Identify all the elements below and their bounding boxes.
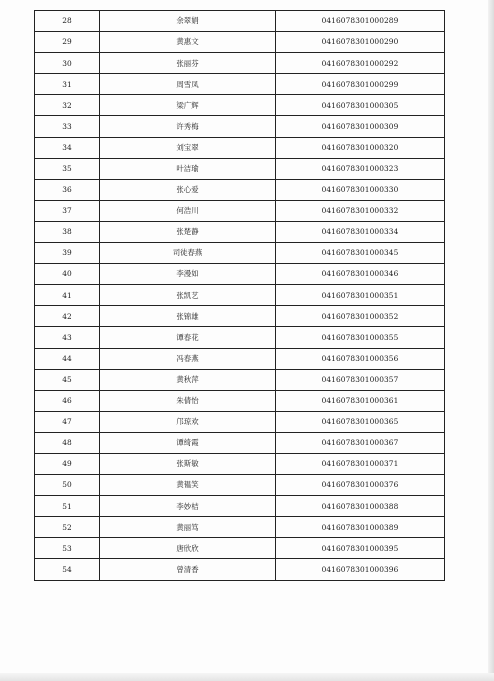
table-row <box>35 306 445 327</box>
id-number-cell: 0416078301000355 <box>276 327 445 348</box>
name-cell: 邝琼欢 <box>100 411 276 432</box>
table-row <box>35 221 445 242</box>
row-number-cell: 47 <box>35 411 100 432</box>
roster-table-body <box>35 11 445 581</box>
name-cell: 黄丽笃 <box>100 517 276 538</box>
name-cell: 冯春燕 <box>100 348 276 369</box>
table-row <box>35 137 445 158</box>
id-number-cell: 0416078301000388 <box>276 496 445 517</box>
row-number-cell: 32 <box>35 95 100 116</box>
name-cell: 唐欣欣 <box>100 538 276 559</box>
id-number-cell: 0416078301000290 <box>276 32 445 53</box>
row-number-cell: 54 <box>35 559 100 580</box>
row-number-cell: 50 <box>35 475 100 496</box>
id-number-cell: 0416078301000323 <box>276 158 445 179</box>
table-row <box>35 559 445 580</box>
table-row <box>35 285 445 306</box>
page-right-edge <box>488 0 494 681</box>
table-row <box>35 517 445 538</box>
row-number-cell: 29 <box>35 32 100 53</box>
id-number-cell: 0416078301000367 <box>276 432 445 453</box>
table-row <box>35 453 445 474</box>
id-number-cell: 0416078301000352 <box>276 306 445 327</box>
table-row <box>35 179 445 200</box>
page-bottom-edge <box>0 673 494 681</box>
name-cell: 朱倩怡 <box>100 390 276 411</box>
table-row <box>35 264 445 285</box>
table-row <box>35 243 445 264</box>
table-row <box>35 32 445 53</box>
table-row <box>35 74 445 95</box>
name-cell: 曾清香 <box>100 559 276 580</box>
table-row <box>35 475 445 496</box>
id-number-cell: 0416078301000361 <box>276 390 445 411</box>
table-row <box>35 200 445 221</box>
name-cell: 张楚静 <box>100 221 276 242</box>
row-number-cell: 40 <box>35 264 100 285</box>
name-cell: 张锦雄 <box>100 306 276 327</box>
row-number-cell: 53 <box>35 538 100 559</box>
id-number-cell: 0416078301000305 <box>276 95 445 116</box>
table-row <box>35 95 445 116</box>
id-number-cell: 0416078301000292 <box>276 53 445 74</box>
name-cell: 谭春花 <box>100 327 276 348</box>
row-number-cell: 43 <box>35 327 100 348</box>
row-number-cell: 42 <box>35 306 100 327</box>
row-number-cell: 36 <box>35 179 100 200</box>
name-cell: 叶洁瑜 <box>100 158 276 179</box>
name-cell: 谭绮霞 <box>100 432 276 453</box>
id-number-cell: 0416078301000345 <box>276 243 445 264</box>
row-number-cell: 48 <box>35 432 100 453</box>
id-number-cell: 0416078301000330 <box>276 179 445 200</box>
name-cell: 张丽芬 <box>100 53 276 74</box>
row-number-cell: 31 <box>35 74 100 95</box>
table-row <box>35 116 445 137</box>
table-row <box>35 538 445 559</box>
id-number-cell: 0416078301000371 <box>276 453 445 474</box>
id-number-cell: 0416078301000309 <box>276 116 445 137</box>
roster-table <box>34 10 445 581</box>
id-number-cell: 0416078301000346 <box>276 264 445 285</box>
id-number-cell: 0416078301000334 <box>276 221 445 242</box>
row-number-cell: 41 <box>35 285 100 306</box>
id-number-cell: 0416078301000332 <box>276 200 445 221</box>
id-number-cell: 0416078301000365 <box>276 411 445 432</box>
id-number-cell: 0416078301000357 <box>276 369 445 390</box>
table-row <box>35 390 445 411</box>
name-cell: 梁广辉 <box>100 95 276 116</box>
name-cell: 黄秋萍 <box>100 369 276 390</box>
name-cell: 许秀梅 <box>100 116 276 137</box>
name-cell: 张凯艺 <box>100 285 276 306</box>
table-row <box>35 369 445 390</box>
row-number-cell: 37 <box>35 200 100 221</box>
row-number-cell: 34 <box>35 137 100 158</box>
id-number-cell: 0416078301000395 <box>276 538 445 559</box>
name-cell: 黄惠文 <box>100 32 276 53</box>
row-number-cell: 44 <box>35 348 100 369</box>
id-number-cell: 0416078301000396 <box>276 559 445 580</box>
name-cell: 张斯敏 <box>100 453 276 474</box>
id-number-cell: 0416078301000299 <box>276 74 445 95</box>
table-row <box>35 158 445 179</box>
row-number-cell: 30 <box>35 53 100 74</box>
table-row <box>35 411 445 432</box>
row-number-cell: 45 <box>35 369 100 390</box>
name-cell: 司徒春燕 <box>100 243 276 264</box>
row-number-cell: 39 <box>35 243 100 264</box>
name-cell: 李妙桔 <box>100 496 276 517</box>
name-cell: 李漫如 <box>100 264 276 285</box>
id-number-cell: 0416078301000389 <box>276 517 445 538</box>
table-row <box>35 11 445 32</box>
row-number-cell: 49 <box>35 453 100 474</box>
table-row <box>35 432 445 453</box>
name-cell: 周雪凤 <box>100 74 276 95</box>
row-number-cell: 35 <box>35 158 100 179</box>
name-cell: 何浩川 <box>100 200 276 221</box>
table-row <box>35 53 445 74</box>
row-number-cell: 52 <box>35 517 100 538</box>
id-number-cell: 0416078301000351 <box>276 285 445 306</box>
name-cell: 余翠娟 <box>100 11 276 32</box>
row-number-cell: 33 <box>35 116 100 137</box>
table-row <box>35 348 445 369</box>
id-number-cell: 0416078301000356 <box>276 348 445 369</box>
row-number-cell: 46 <box>35 390 100 411</box>
name-cell: 张心爱 <box>100 179 276 200</box>
id-number-cell: 0416078301000376 <box>276 475 445 496</box>
table-row <box>35 496 445 517</box>
table-row <box>35 327 445 348</box>
name-cell: 黄韫笑 <box>100 475 276 496</box>
name-cell: 刘宝翠 <box>100 137 276 158</box>
id-number-cell: 0416078301000320 <box>276 137 445 158</box>
row-number-cell: 51 <box>35 496 100 517</box>
row-number-cell: 28 <box>35 11 100 32</box>
row-number-cell: 38 <box>35 221 100 242</box>
id-number-cell: 0416078301000289 <box>276 11 445 32</box>
